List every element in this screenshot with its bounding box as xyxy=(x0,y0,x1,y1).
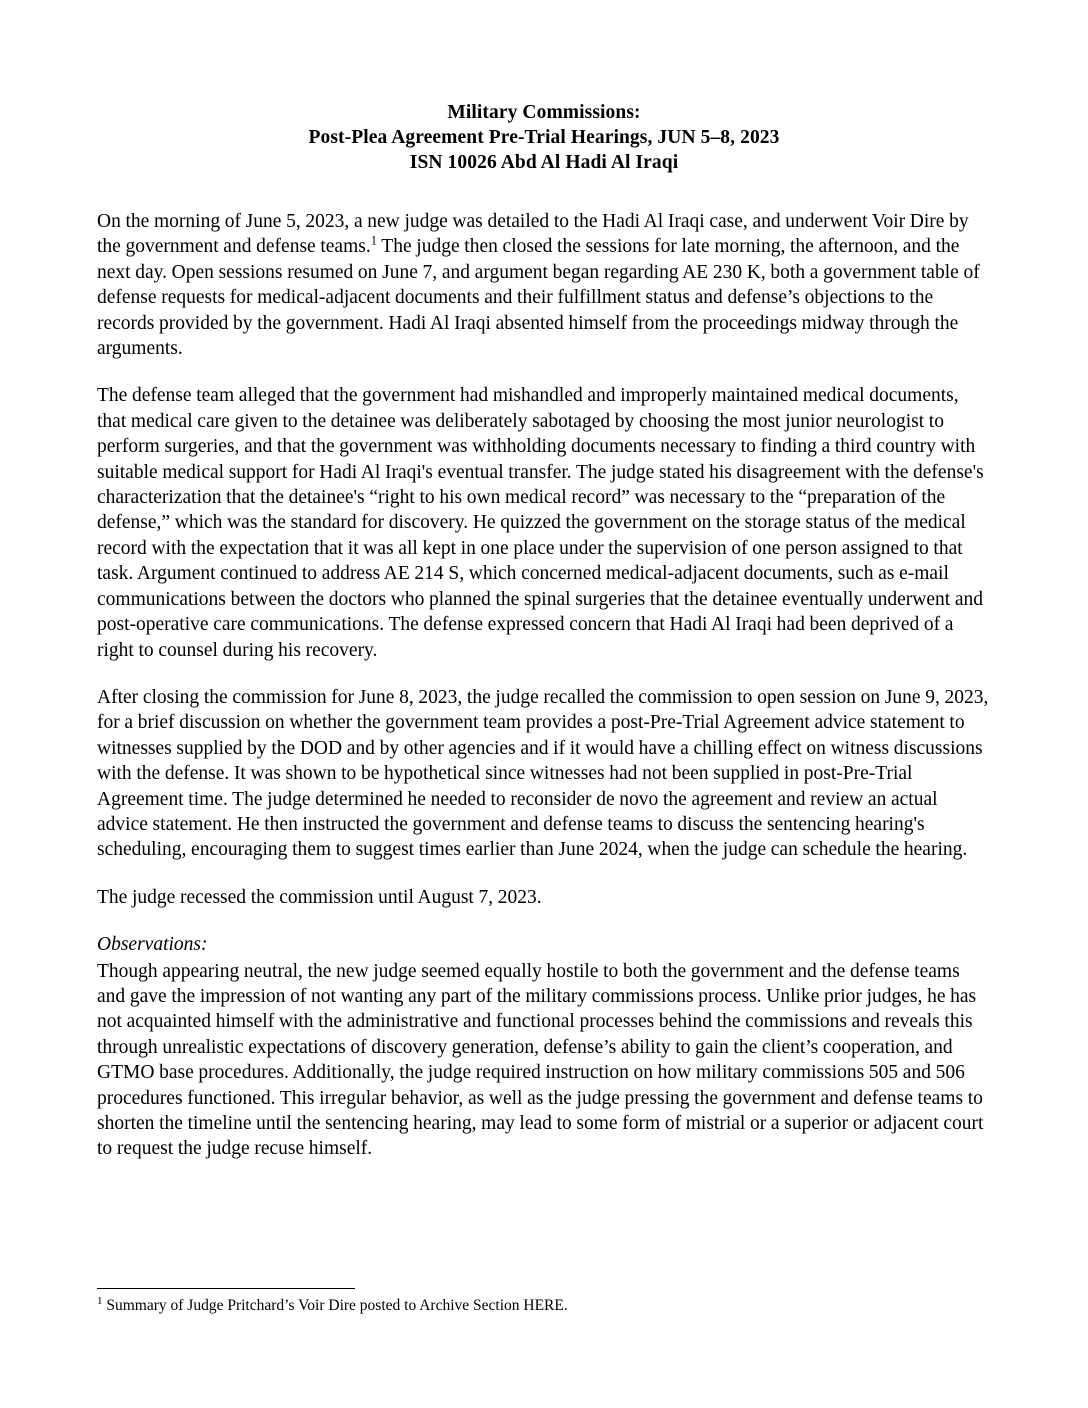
footnote-number: 1 xyxy=(97,1294,103,1307)
paragraph-1-part-1: On the morning of June 5, 2023, a new judge was detailed to the Hadi Al Iraqi case, and underwent Voir Dire by the government and defense teams. xyxy=(97,211,969,258)
footnote-1 xyxy=(97,1296,991,1316)
paragraph-4: The judge recessed the commission until August 7, 2023. xyxy=(97,886,542,908)
document-title xyxy=(97,100,991,175)
title-line-1: Military Commissions: xyxy=(447,102,641,123)
footnote-area xyxy=(97,1288,991,1316)
footnote-body: Summary of Judge Pritchard’s Voir Dire posted to Archive Section HERE. xyxy=(102,1297,568,1314)
footnote-reference[interactable]: 1 xyxy=(370,233,377,248)
paragraph-1 xyxy=(97,209,991,361)
paragraph-2: The defense team alleged that the government had mishandled and improperly maintained medical documents, that medical care given to the detainee was deliberately sabotaged by choosing the most junior neurologist to perform surgeries, and that the government was withholding documents necessary to finding a third country with suitable medical support for Hadi Al Iraqi's eventual transfer. The judge stated his disagreement with the defense's characterization that the detainee's “right to his own medical record” was necessary to the “preparation of the defense,” which was the standard for discovery. He quizzed the government on the storage status of the medical record with the expectation that it was all kept in one place under the supervision of one person assigned to that task. Argument continued to address AE 214 S, which concerned medical-adjacent documents, such as e-mail communications between the doctors who planned the spinal surgeries that the detainee eventually underwent and post-operative care communications. The defense expressed concern that Hadi Al Iraqi had been deprived of a right to counsel during his recovery. xyxy=(97,385,984,661)
paragraph-1-part-2: The judge then closed the sessions for late morning, the afternoon, and the next day. Open sessions resumed on June 7, and argument began regarding AE 230 K, both a government table of defense requests for medical-adjacent documents and their fulfillment status and defense’s objections to the records provided by the government. Hadi Al Iraqi absented himself from the proceedings midway through the arguments. xyxy=(97,236,980,360)
observations-heading: Observations: xyxy=(97,934,208,956)
title-line-3: ISN 10026 Abd Al Hadi Al Iraqi xyxy=(409,152,679,173)
observations-paragraph: Though appearing neutral, the new judge seemed equally hostile to both the government and the defense teams and gave the impression of not wanting any part of the military commissions process. Unlike prior judges, he has not acquainted himself with the administrative and functional processes behind the commissions and reveals this through unrealistic expectations of discovery generation, defense’s ability to gain the client’s cooperation, and GTMO base procedures. Additionally, the judge required instruction on how military commissions 505 and 506 procedures functioned. This irregular behavior, as well as the judge pressing the government and defense teams to shorten the timeline until the sentencing hearing, may lead to some form of mistrial or a superior or adjacent court to request the judge recuse himself. xyxy=(97,960,984,1160)
footnote-separator xyxy=(97,1288,355,1289)
title-line-2: Post-Plea Agreement Pre-Trial Hearings, JUN 5–8, 2023 xyxy=(308,127,780,148)
paragraph-3: After closing the commission for June 8, 2023, the judge recalled the commission to open session on June 9, 2023, for a brief discussion on whether the government team provides a post-Pre-Trial Agreement advice statement to witnesses supplied by the DOD and by other agencies and if it would have a chilling effect on witness discussions with the defense. It was shown to be hypothetical since witnesses had not been supplied in post-Pre-Trial Agreement time. The judge determined he needed to reconsider de novo the agreement and review an actual advice statement. He then instructed the government and defense teams to discuss the sentencing hearing's scheduling, encouraging them to suggest times earlier than June 2024, when the judge can schedule the hearing. xyxy=(97,686,989,861)
